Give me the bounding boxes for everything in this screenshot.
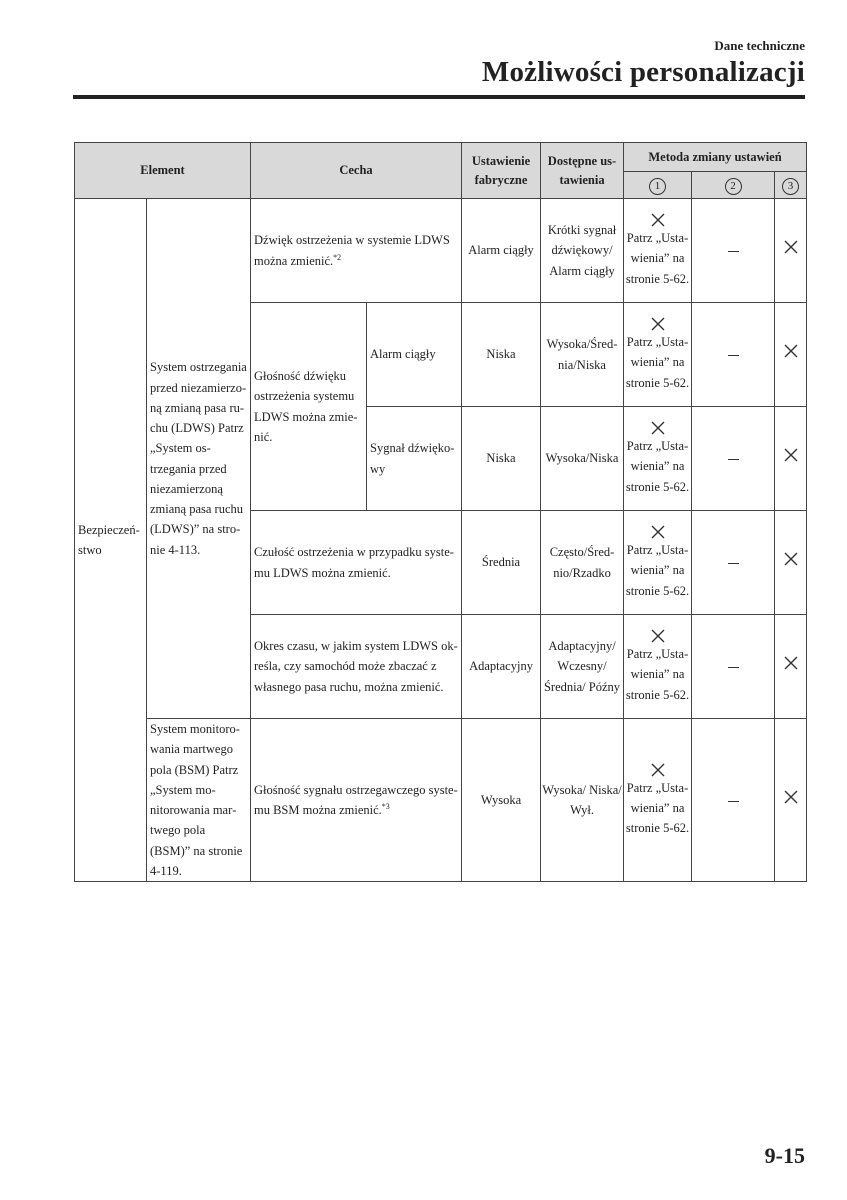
cross-icon (783, 239, 799, 255)
method-2-cell (692, 719, 775, 882)
page-number: 9-15 (764, 1143, 805, 1168)
category-cell: Bezpieczeństwo (75, 199, 147, 882)
feature-cell: Okres czasu, w jakim system LDWS określa, czy samochód może zbaczać z własnego pasa ruchu, można zmienić. (251, 615, 462, 719)
method-1-cell (624, 615, 692, 719)
method-3-cell (775, 303, 807, 407)
method-2-cell (692, 615, 775, 719)
method-1-cell (624, 407, 692, 511)
feature-cell: Czułość ostrzeżenia w przypadku systemu LDWS można zmienić. (251, 511, 462, 615)
cross-icon (650, 316, 666, 332)
cross-icon (650, 628, 666, 644)
factory-cell: Niska (462, 303, 541, 407)
page-title: Możliwości personalizacji (481, 56, 805, 88)
method-2-cell (692, 407, 775, 511)
volume-feature-cell: Głośność dźwięku ostrzeżenia systemu LDWS można zmienić. (251, 303, 367, 511)
header-feature: Cecha (251, 143, 462, 199)
method-3-header: 3 (782, 178, 799, 195)
method-2-header: 2 (725, 178, 742, 195)
cross-icon (783, 789, 799, 805)
factory-cell: Wysoka (462, 719, 541, 882)
feature-cell: Głośność sygnału ostrzegawczego systemu BSM można zmienić.$^{*3}$ (251, 719, 462, 882)
available-cell: Wysoka/Średnia/Niska (541, 303, 624, 407)
method-2-cell (692, 511, 775, 615)
dash-icon (728, 355, 739, 356)
dash-icon (728, 801, 739, 802)
dash-icon (728, 251, 739, 252)
dash-icon (728, 459, 739, 460)
header-method: Metoda zmiany ustawień (624, 143, 807, 172)
factory-cell: Niska (462, 407, 541, 511)
available-cell: Wysoka/Niska (541, 407, 624, 511)
section-label: Dane techniczne (714, 38, 805, 53)
settings-reference: Patrz „Ustawienia” na stronie 5-62. (625, 231, 690, 286)
settings-table (74, 142, 807, 882)
method-3-cell (775, 719, 807, 882)
dash-icon (728, 563, 739, 564)
factory-cell: Alarm ciągły (462, 199, 541, 303)
table-row (75, 719, 807, 882)
header-element: Element (75, 143, 251, 199)
feature-cell: Dźwięk ostrzeżenia w systemie LDWS można zmienić.$^{*2}$ (251, 199, 462, 303)
settings-reference: Patrz „Ustawienia” na stronie 5-62. (625, 439, 690, 494)
title-rule (73, 95, 805, 99)
group-bsm: System monitorowania martwego pola (BSM) Patrz „System monitorowania martwego pola (BSM)” na stronie 4-119. (147, 719, 251, 882)
available-cell: Wysoka/ Niska/ Wył. (541, 719, 624, 882)
cross-icon (650, 524, 666, 540)
cross-icon (650, 212, 666, 228)
method-1-cell (624, 511, 692, 615)
factory-cell: Średnia (462, 511, 541, 615)
cross-icon (650, 420, 666, 436)
settings-reference: Patrz „Ustawienia” na stronie 5-62. (625, 647, 690, 702)
method-3-cell (775, 615, 807, 719)
method-1-cell (624, 199, 692, 303)
header-factory: Ustawienie fabryczne (462, 143, 541, 199)
group-ldws: System ostrzegania przed niezamierzoną zmianą pasa ruchu (LDWS) Patrz „System ostrzegania przed niezamierzoną zmianą pasa ruchu (LDWS)” na stronie 4-113. (147, 199, 251, 719)
feature-cell: Sygnał dźwiękowy (367, 407, 462, 511)
method-3-cell (775, 199, 807, 303)
cross-icon (783, 655, 799, 671)
cross-icon (783, 343, 799, 359)
method-2-cell (692, 303, 775, 407)
settings-reference: Patrz „Ustawienia” na stronie 5-62. (625, 543, 690, 598)
method-3-cell (775, 407, 807, 511)
cross-icon (783, 447, 799, 463)
method-2-cell (692, 199, 775, 303)
available-cell: Często/Średnio/Rzadko (541, 511, 624, 615)
footnote-marker: *3 (381, 802, 390, 811)
method-1-header: 1 (649, 178, 666, 195)
method-1-cell (624, 303, 692, 407)
factory-cell: Adaptacyjny (462, 615, 541, 719)
available-cell: Krótki sygnał dźwiękowy/ Alarm ciągły (541, 199, 624, 303)
cross-icon (650, 762, 666, 778)
available-cell: Adaptacyjny/ Wczesny/ Średnia/ Późny (541, 615, 624, 719)
feature-cell: Alarm ciągły (367, 303, 462, 407)
settings-reference: Patrz „Ustawienia” na stronie 5-62. (625, 780, 690, 836)
header-available: Dostępne ustawienia (541, 143, 624, 199)
cross-icon (783, 551, 799, 567)
dash-icon (728, 667, 739, 668)
method-3-cell (775, 511, 807, 615)
table-row (75, 199, 807, 303)
method-1-cell (624, 719, 692, 882)
footnote-marker: *2 (333, 252, 342, 262)
settings-reference: Patrz „Ustawienia” na stronie 5-62. (625, 335, 690, 390)
